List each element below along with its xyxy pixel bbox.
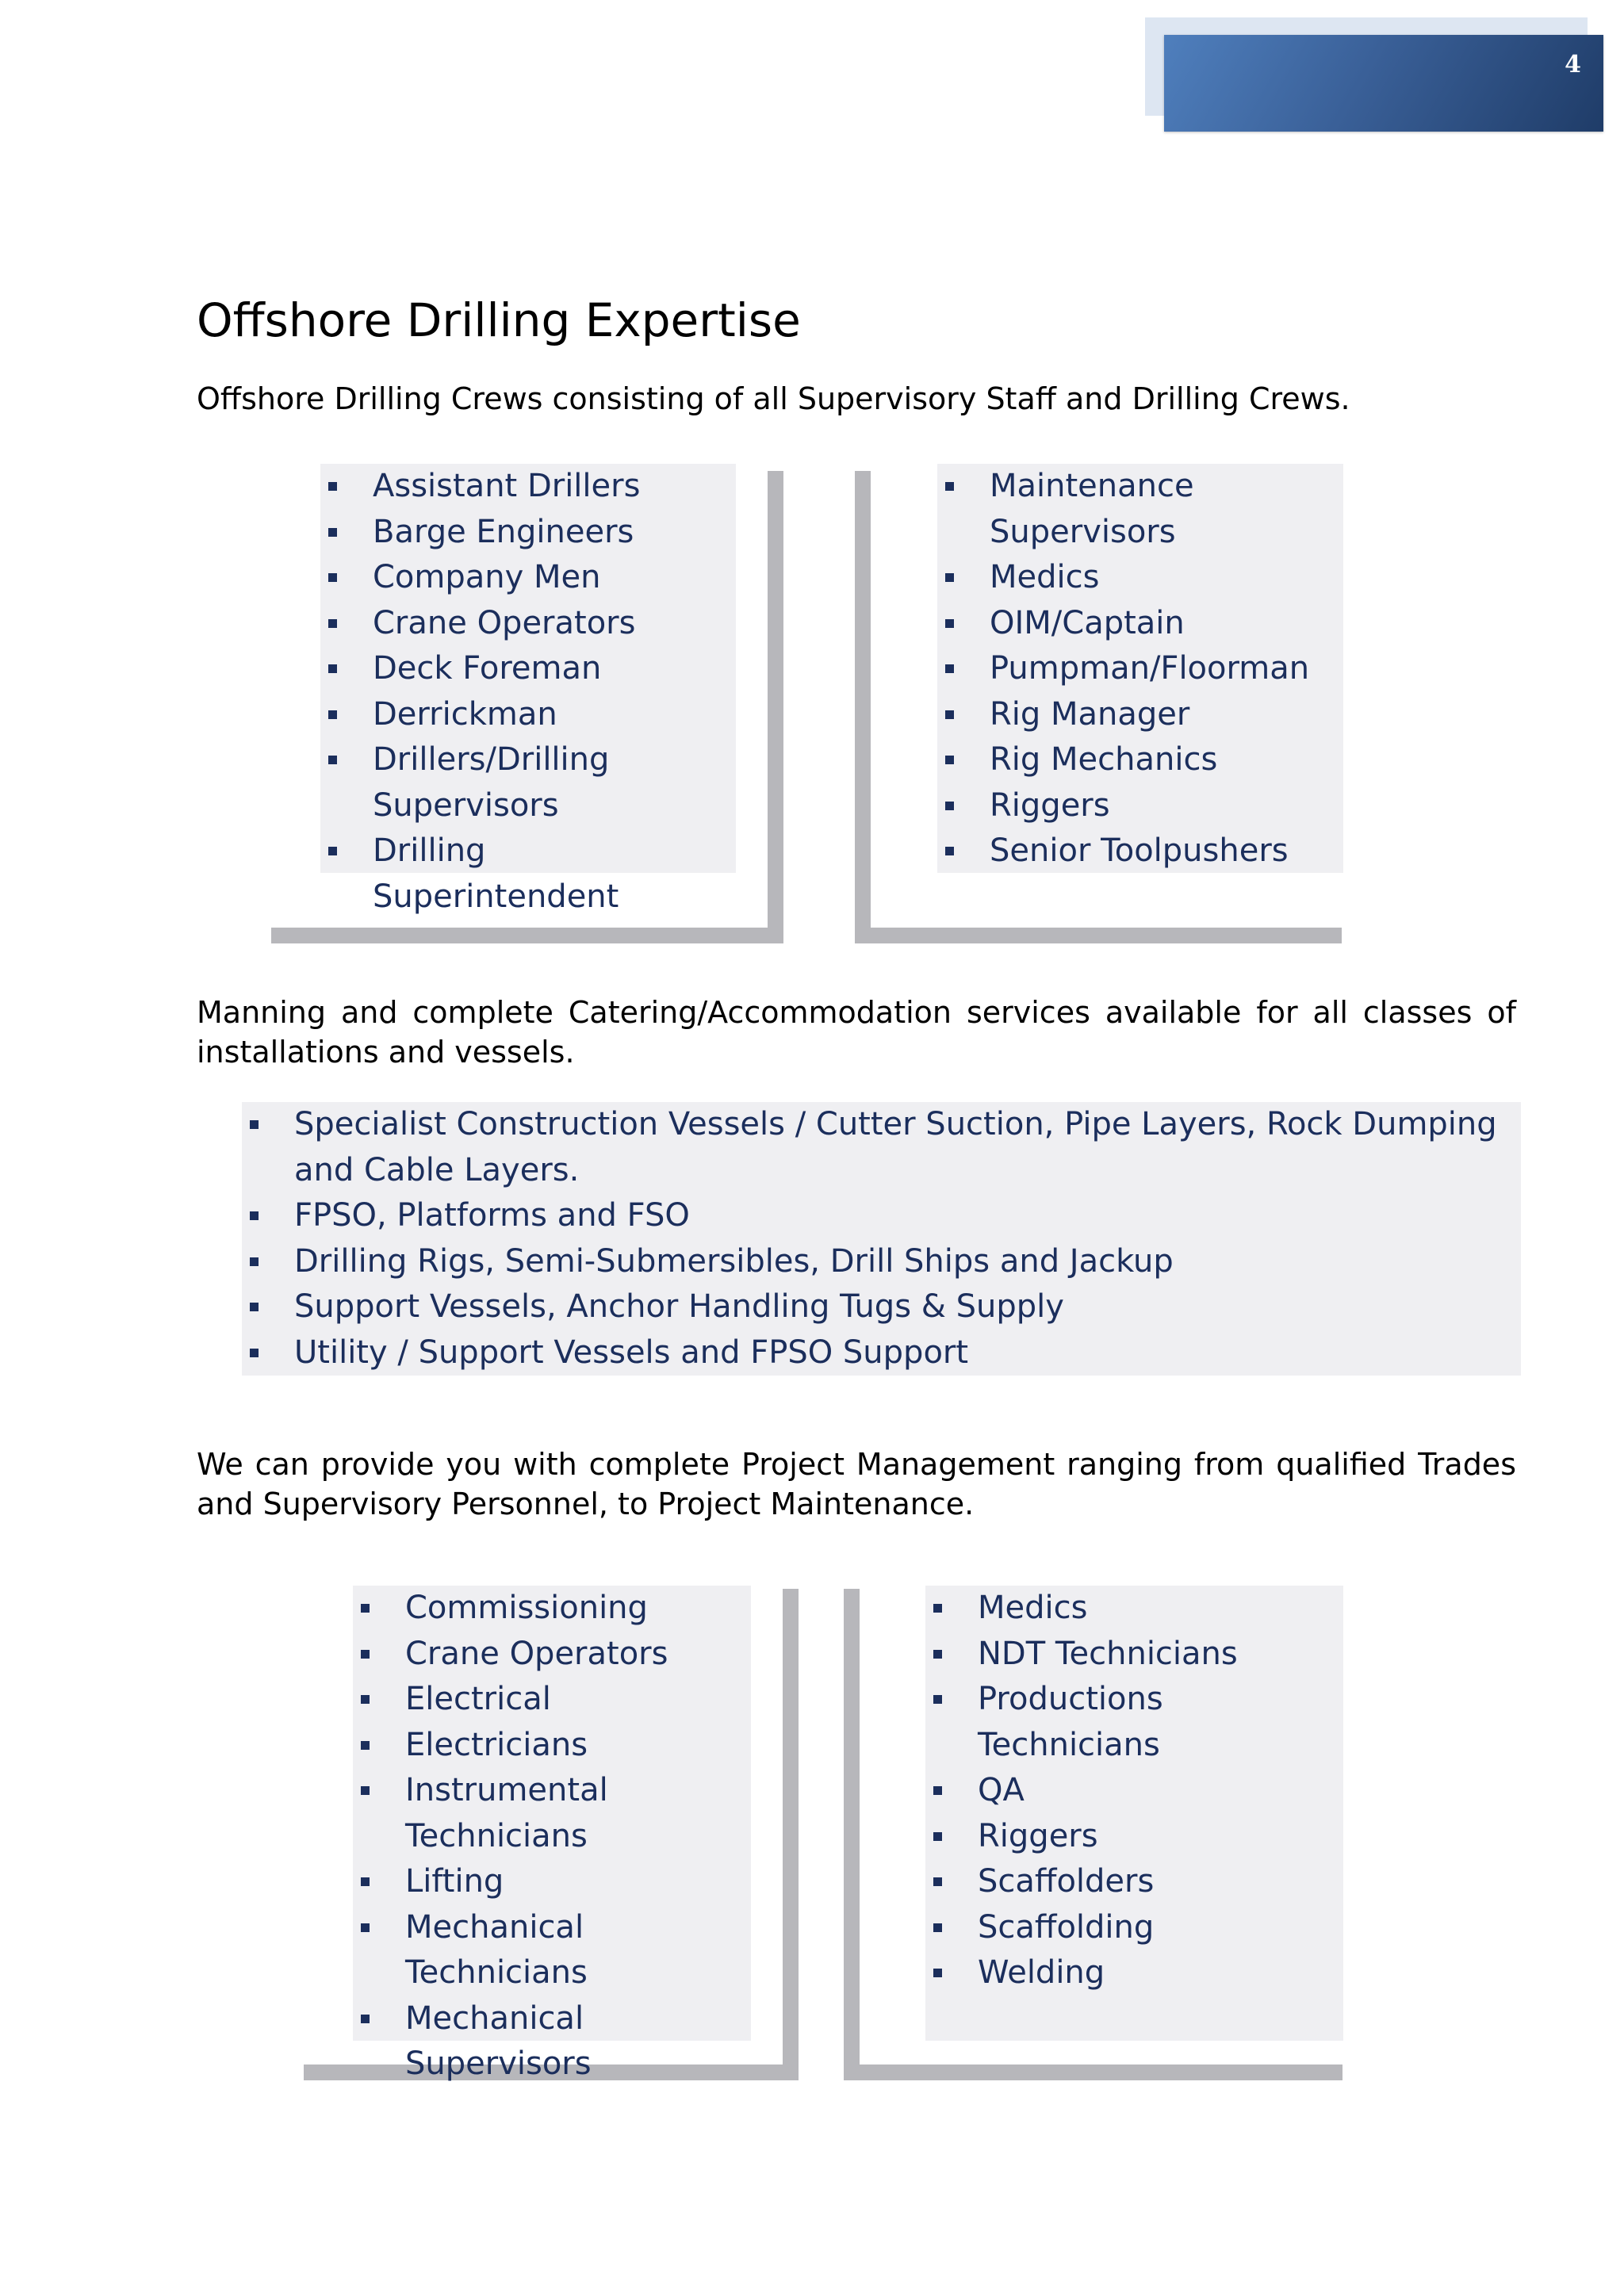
- list-item: Electrical: [353, 1677, 751, 1723]
- list-item: Company Men: [320, 555, 736, 601]
- list-item: NDT Technicians: [925, 1632, 1343, 1678]
- list-item: Riggers: [925, 1814, 1343, 1860]
- list-item: Mechanical Technicians: [353, 1905, 751, 1996]
- list-item: Pumpman/Floorman: [937, 646, 1343, 692]
- list-item: Scaffolders: [925, 1859, 1343, 1905]
- drilling-crew-right-list: [937, 464, 1343, 874]
- drilling-crew-right-box: [937, 464, 1343, 873]
- project-left-list: [353, 1586, 751, 2087]
- list-item: QA: [925, 1768, 1343, 1814]
- list-item: Instrumental Technicians: [353, 1768, 751, 1859]
- list-item: Drilling Rigs, Semi-Submersibles, Drill Ships and Jackup: [242, 1239, 1521, 1285]
- list-item: Support Vessels, Anchor Handling Tugs & Supply: [242, 1284, 1521, 1330]
- list-item: FPSO, Platforms and FSO: [242, 1193, 1521, 1239]
- list-item: Barge Engineers: [320, 510, 736, 556]
- list-item: Medics: [937, 555, 1343, 601]
- list-item: Deck Foreman: [320, 646, 736, 692]
- list-item: Crane Operators: [320, 601, 736, 647]
- list-item: Welding: [925, 1950, 1343, 1996]
- list-item: Crane Operators: [353, 1632, 751, 1678]
- list-item: Senior Toolpushers: [937, 828, 1343, 874]
- list-item: Utility / Support Vessels and FPSO Support: [242, 1330, 1521, 1376]
- list-item: Medics: [925, 1586, 1343, 1632]
- list-item: OIM/Captain: [937, 601, 1343, 647]
- list-item: Riggers: [937, 783, 1343, 829]
- list-item: Productions Technicians: [925, 1677, 1343, 1768]
- vessel-types-box: [242, 1102, 1521, 1376]
- list-item: Drillers/Drilling Supervisors: [320, 737, 736, 828]
- list-item: Commissioning: [353, 1586, 751, 1632]
- list-item: Lifting: [353, 1859, 751, 1905]
- list-item: Maintenance Supervisors: [937, 464, 1343, 555]
- list-item: Derrickman: [320, 692, 736, 738]
- list-item: Scaffolding: [925, 1905, 1343, 1951]
- vessel-types-list: [242, 1102, 1521, 1376]
- page-title: Offshore Drilling Expertise: [197, 293, 801, 347]
- list-item: Specialist Construction Vessels / Cutter Suction, Pipe Layers, Rock Dumping and Cable Layers.: [242, 1102, 1521, 1193]
- list-item: Electricians: [353, 1723, 751, 1769]
- intro-paragraph: Offshore Drilling Crews consisting of all Supervisory Staff and Drilling Crews.: [197, 381, 1350, 416]
- project-right-list: [925, 1586, 1343, 1996]
- drilling-crew-left-list: [320, 464, 736, 920]
- list-item: Assistant Drillers: [320, 464, 736, 510]
- list-item: Rig Manager: [937, 692, 1343, 738]
- list-item: Drilling Superintendent: [320, 828, 736, 920]
- project-paragraph: We can provide you with complete Project Management ranging from qualified Trades and Supervisory Personnel, to Project Maintenance.: [197, 1447, 1516, 1521]
- manning-paragraph: Manning and complete Catering/Accommodation services available for all classes of installations and vessels.: [197, 995, 1516, 1070]
- drilling-crew-left-box: [320, 464, 736, 915]
- project-left-box: [353, 1586, 751, 2082]
- list-item: Rig Mechanics: [937, 737, 1343, 783]
- list-item: Mechanical Supervisors: [353, 1996, 751, 2087]
- project-right-box: [925, 1586, 1343, 2041]
- page-number-badge: [1164, 35, 1603, 132]
- page-number: 4: [1565, 51, 1581, 78]
